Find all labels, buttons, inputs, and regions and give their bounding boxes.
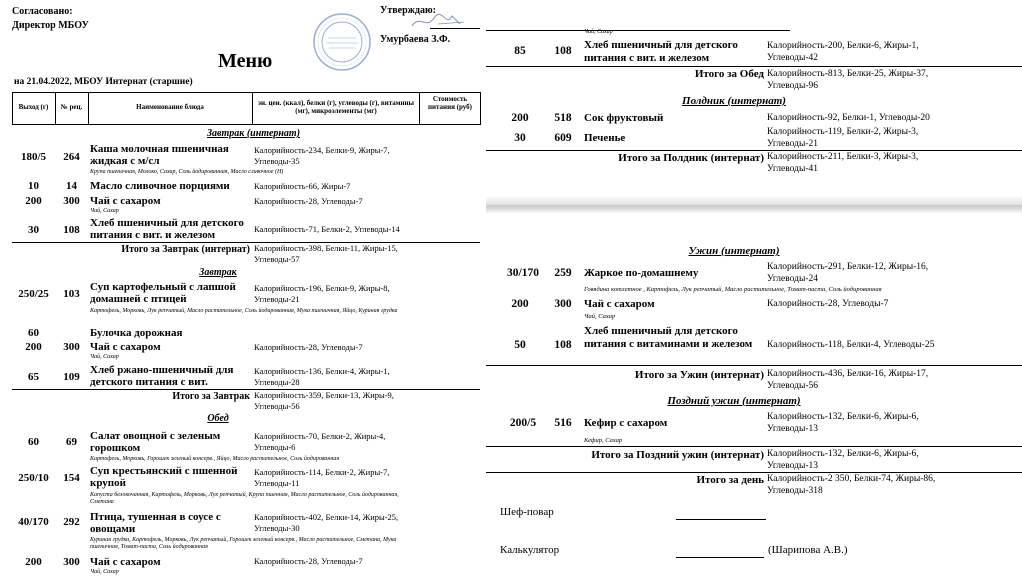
row-recipe: 292 bbox=[63, 516, 80, 528]
row-recipe: 154 bbox=[63, 472, 80, 484]
row-yield: 200 bbox=[25, 341, 42, 353]
chef-label: Шеф-повар bbox=[500, 506, 554, 518]
calculator-name: (Шарипова А.В.) bbox=[768, 544, 848, 556]
total-nutrition: Калорийность-359, Белки-13, Жиры-9, Углеводы-56 bbox=[254, 390, 394, 411]
row-ingredients: Чай, Сахар bbox=[90, 569, 119, 575]
total-nutrition: Калорийность-132, Белки-6, Жиры-6, Углеводы-13 bbox=[767, 449, 919, 471]
approver-name: Умурбаева З.Ф. bbox=[380, 34, 451, 45]
page-break bbox=[486, 196, 1022, 214]
header-name: Наименование блюда bbox=[136, 103, 204, 111]
row-yield: 200/5 bbox=[509, 417, 537, 429]
header-nutrition: эн. цен. (ккал), белки (г), углеводы (г), витамины (мг), микроэлементы (мг) bbox=[257, 99, 415, 115]
row-nutrition: Калорийность-66, Жиры-7 bbox=[254, 181, 351, 191]
row-nutrition: Калорийность-119, Белки-2, Жиры-3, Углеводы-21 bbox=[767, 127, 919, 149]
row-recipe: 14 bbox=[66, 180, 77, 192]
section-breakfast-internat: Завтрак (интернат) bbox=[206, 128, 301, 139]
row-recipe: 109 bbox=[63, 371, 80, 383]
page-title: Меню bbox=[218, 50, 273, 72]
row-ingredients: Картофель, Морковь, Горошек зеленый консерв., Яйцо, Масло растительное, Соль йодированная bbox=[90, 456, 340, 462]
row-recipe: 108 bbox=[63, 224, 80, 236]
header-yield: Выход (г) bbox=[18, 103, 49, 111]
row-nutrition: Калорийность-200, Белки-6, Жиры-1, Углеводы-42 bbox=[767, 41, 919, 63]
total-label: Итого за Завтрак (интернат) bbox=[121, 244, 250, 255]
row-yield: 10 bbox=[28, 180, 39, 192]
total-label: Итого за Завтрак bbox=[172, 391, 250, 402]
section-lunch: Обед bbox=[207, 413, 229, 424]
row-recipe: 516 bbox=[554, 417, 572, 429]
row-yield: 180/5 bbox=[20, 151, 47, 163]
row-name: Птица, тушенная в соусе с овощами bbox=[90, 511, 221, 535]
section-snack: Полдник (интернат) bbox=[682, 95, 786, 107]
row-recipe: 264 bbox=[63, 151, 80, 163]
row-yield: 200 bbox=[25, 556, 42, 568]
row-yield: 250/10 bbox=[18, 472, 49, 484]
row-name: Суп картофельный с лапшой домашней с птицей bbox=[90, 281, 236, 305]
row-yield: 30 bbox=[28, 224, 39, 236]
row-recipe: 108 bbox=[554, 339, 572, 351]
row-nutrition: Калорийность-28, Углеводы-7 bbox=[254, 556, 363, 566]
row-nutrition: Калорийность-132, Белки-6, Жиры-6, Углеводы-13 bbox=[767, 412, 919, 434]
calculator-label: Калькулятор bbox=[500, 544, 560, 556]
row-ingredients: Кефир, Сахар bbox=[584, 437, 623, 444]
row-ingredients: Чай, Сахар bbox=[584, 313, 616, 320]
row-yield: 200 bbox=[511, 112, 529, 124]
row-name: Кефир с сахаром bbox=[584, 417, 668, 429]
row-nutrition: Калорийность-28, Углеводы-7 bbox=[767, 299, 889, 309]
day-total-nutrition: Калорийность-2 350, Белки-74, Жиры-86, Углеводы-318 bbox=[767, 474, 936, 496]
row-ingredients: Чай, Сахар bbox=[584, 29, 613, 35]
row-name: Хлеб пшеничный для детского питания с вит. и железом bbox=[584, 39, 738, 64]
row-recipe: 518 bbox=[554, 112, 572, 124]
total-label: Итого за Полдник (интернат) bbox=[618, 152, 764, 164]
section-late-dinner: Поздний ужин (интернат) bbox=[667, 395, 801, 407]
row-name: Салат овощной с зеленым горошком bbox=[90, 430, 221, 454]
row-yield: 85 bbox=[514, 45, 526, 57]
row-nutrition: Калорийность-136, Белки-4, Жиры-1, Углеводы-28 bbox=[254, 366, 390, 387]
row-ingredients: Чай, Сахар bbox=[90, 354, 119, 360]
row-name: Масло сливочное порциями bbox=[90, 180, 230, 192]
row-nutrition: Калорийность-402, Белки-14, Жиры-25, Углеводы-30 bbox=[254, 512, 399, 533]
row-ingredients: Крупа пшеничная, Молоко, Сахар, Соль йодированная, Масло сливочное (Н) bbox=[90, 169, 284, 175]
director-label: Директор МБОУ bbox=[12, 20, 89, 31]
row-recipe: 259 bbox=[554, 267, 572, 279]
row-recipe: 609 bbox=[554, 132, 572, 144]
total-nutrition: Калорийность-211, Белки-3, Жиры-3, Углеводы-41 bbox=[767, 152, 919, 174]
header-cost: Стоимость питания (руб) bbox=[427, 95, 473, 111]
row-recipe: 300 bbox=[63, 195, 80, 207]
row-ingredients: Куриная грудка, Картофель, Морковь, Лук репчатый, Горошек зеленый консерв., Масло растительное, Сметана, Мука пшеничная, Томат-паста, Соль йодированная bbox=[90, 537, 397, 550]
approve-label: Утверждаю: bbox=[380, 5, 436, 16]
row-nutrition: Калорийность-70, Белки-2, Жиры-4, Углеводы-6 bbox=[254, 431, 386, 452]
row-nutrition: Калорийность-234, Белки-9, Жиры-7, Углеводы-35 bbox=[254, 145, 390, 166]
row-nutrition: Калорийность-291, Белки-12, Жиры-16, Углеводы-24 bbox=[767, 262, 929, 284]
row-ingredients: Капуста белокочанная, Картофель, Морковь, Лук репчатый, Крупа пшенная, Масло растительное, Соль йодированная, Сметана bbox=[90, 492, 399, 505]
row-name: Чай с сахаром bbox=[90, 195, 161, 207]
row-yield: 40/170 bbox=[18, 516, 49, 528]
row-yield: 50 bbox=[514, 339, 526, 351]
section-breakfast: Завтрак bbox=[199, 267, 237, 278]
row-yield: 60 bbox=[28, 436, 39, 448]
row-name: Печенье bbox=[584, 132, 626, 144]
row-nutrition: Калорийность-28, Углеводы-7 bbox=[254, 342, 363, 352]
row-yield: 65 bbox=[28, 371, 39, 383]
row-yield: 250/25 bbox=[18, 288, 49, 300]
row-recipe: 300 bbox=[554, 298, 572, 310]
row-nutrition: Калорийность-71, Белки-2, Углеводы-14 bbox=[254, 224, 400, 234]
row-name: Булочка дорожная bbox=[90, 327, 183, 339]
date-line: на 21.04.2022, МБОУ Интернат (старшие) bbox=[14, 77, 193, 87]
row-recipe: 108 bbox=[554, 45, 572, 57]
row-name: Хлеб пшеничный для детского питания с витаминами и железом bbox=[584, 325, 753, 350]
row-yield: 30 bbox=[514, 132, 526, 144]
total-label: Итого за Ужин (интернат) bbox=[634, 369, 764, 381]
row-nutrition: Калорийность-196, Белки-9, Жиры-8, Углеводы-21 bbox=[254, 283, 390, 304]
row-nutrition: Калорийность-114, Белки-2, Жиры-7, Углеводы-11 bbox=[254, 467, 390, 488]
agreed-label: Согласовано: bbox=[12, 6, 73, 17]
row-recipe: 103 bbox=[63, 288, 80, 300]
row-nutrition: Калорийность-28, Углеводы-7 bbox=[254, 196, 363, 206]
row-nutrition: Калорийность-118, Белки-4, Углеводы-25 bbox=[767, 340, 935, 350]
total-label: Итого за Обед bbox=[694, 68, 764, 80]
row-recipe: 300 bbox=[63, 341, 80, 353]
day-total-label: Итого за день bbox=[696, 474, 764, 486]
row-recipe: 69 bbox=[66, 436, 77, 448]
header-recipe: № рец. bbox=[60, 103, 83, 111]
total-nutrition: Калорийность-813, Белки-25, Жиры-37, Углеводы-96 bbox=[767, 69, 929, 91]
row-name: Суп крестьянский с пшенной крупой bbox=[90, 465, 238, 489]
row-ingredients: Чай, Сахар bbox=[90, 208, 119, 214]
total-label: Итого за Поздний ужин (интернат) bbox=[591, 449, 764, 461]
row-name: Хлеб пшеничный для детского питания с вит. и железом bbox=[90, 217, 244, 241]
row-name: Жаркое по-домашнему bbox=[584, 267, 699, 279]
row-name: Чай с сахаром bbox=[90, 341, 161, 353]
row-name: Сок фруктовый bbox=[584, 112, 664, 124]
row-yield: 30/170 bbox=[507, 267, 539, 279]
row-nutrition: Калорийность-92, Белки-1, Углеводы-20 bbox=[767, 113, 930, 123]
section-dinner: Ужин (интернат) bbox=[688, 245, 780, 257]
row-name: Чай с сахаром bbox=[90, 556, 161, 568]
row-ingredients: Говядина котлетное , Картофель, Лук репчатый, Масло растительное, Томат-паста, Соль йодированная bbox=[584, 286, 882, 293]
row-yield: 200 bbox=[511, 298, 529, 310]
row-name: Каша молочная пшеничная жидкая с м/сл bbox=[90, 143, 229, 167]
row-ingredients: Картофель, Морковь, Лук репчатый, Масло растительное, Соль йодированная, Мука пшеничная, Яйцо, Куриная грудка bbox=[90, 308, 398, 314]
row-name: Чай с сахаром bbox=[584, 298, 655, 310]
stamp-seal bbox=[312, 12, 372, 72]
total-nutrition: Калорийность-436, Белки-16, Жиры-17, Углеводы-56 bbox=[767, 369, 929, 391]
row-yield: 60 bbox=[28, 327, 39, 339]
row-yield: 200 bbox=[25, 195, 42, 207]
row-name: Хлеб ржано-пшеничный для детского питания с вит. bbox=[90, 364, 234, 388]
row-recipe: 300 bbox=[63, 556, 80, 568]
total-nutrition: Калорийность-398, Белки-11, Жиры-15, Углеводы-57 bbox=[254, 243, 398, 264]
